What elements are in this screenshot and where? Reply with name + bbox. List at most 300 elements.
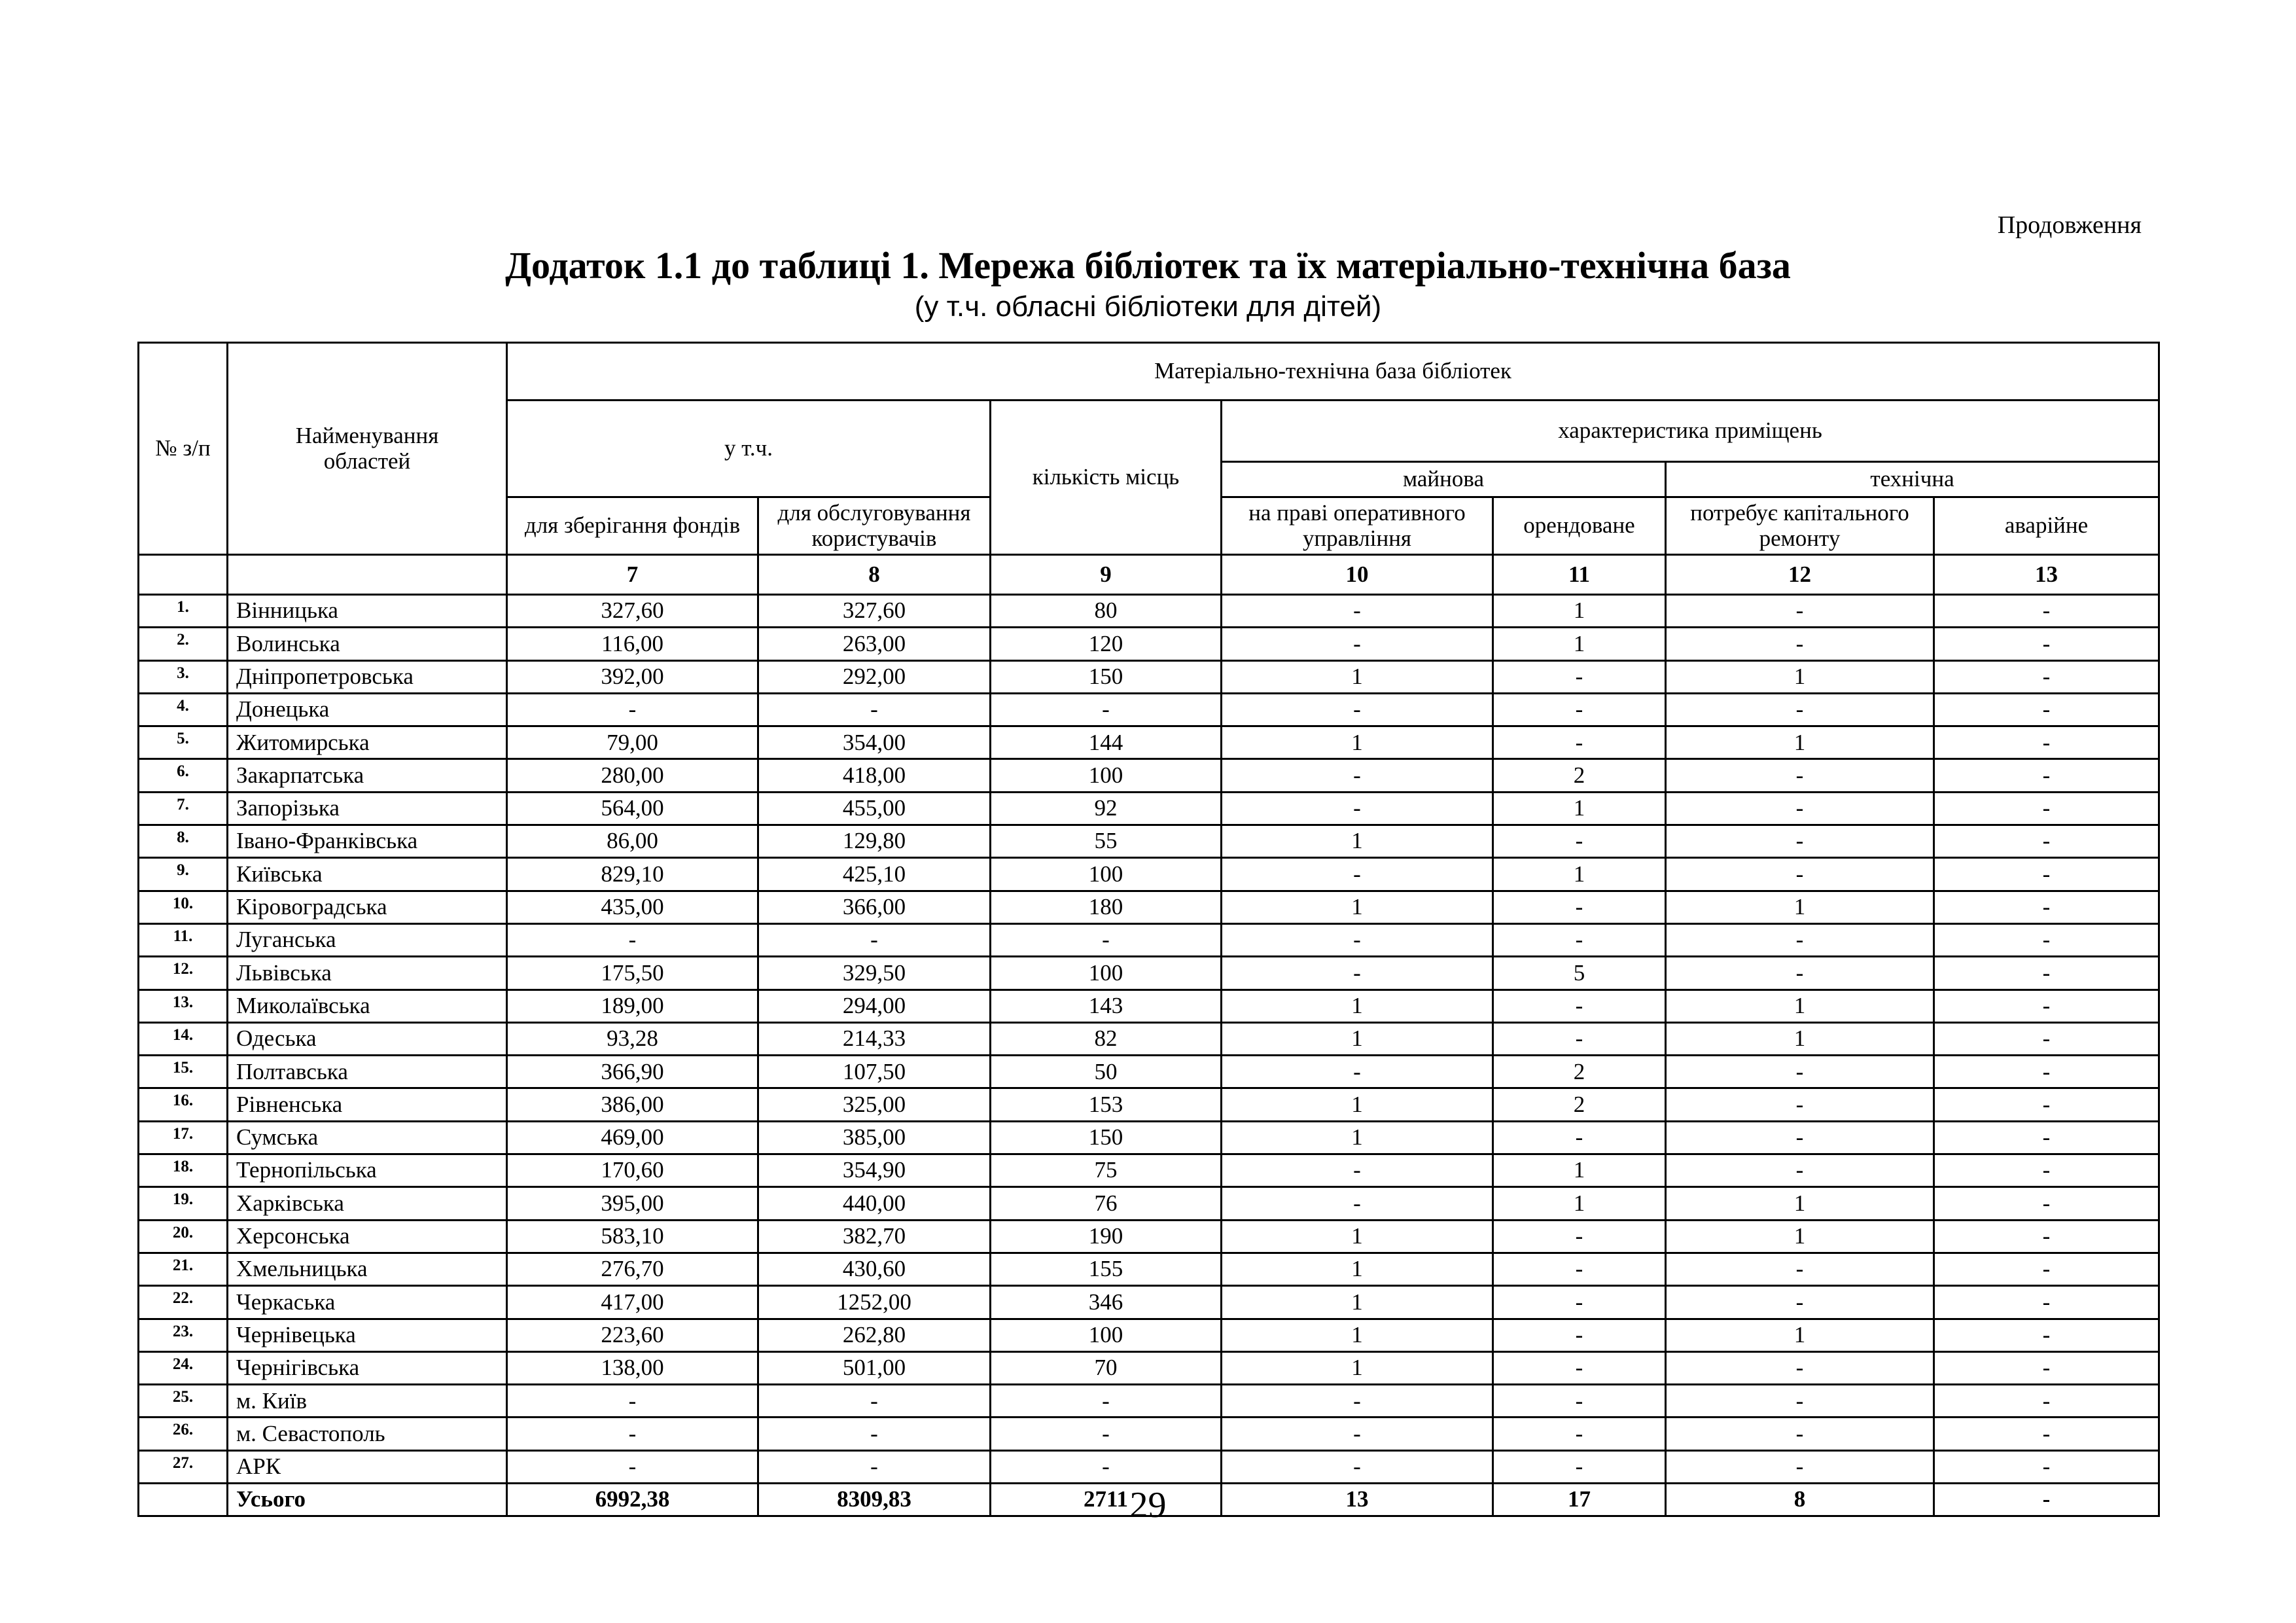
seats: 150 — [991, 1121, 1222, 1154]
needs-repair: - — [1666, 923, 1934, 956]
continuation-label: Продовження — [1997, 211, 2142, 239]
seats: 100 — [991, 1319, 1222, 1351]
region-name: Миколаївська — [228, 990, 507, 1022]
emergency: - — [1934, 595, 2159, 628]
seats: 80 — [991, 595, 1222, 628]
colnum-7: 7 — [507, 555, 758, 595]
rented: - — [1493, 1319, 1666, 1351]
row-number: 14. — [139, 1022, 228, 1055]
needs-repair: - — [1666, 1056, 1934, 1088]
emergency: - — [1934, 825, 2159, 858]
service-area: 430,60 — [758, 1253, 991, 1285]
row-number: 18. — [139, 1154, 228, 1187]
needs-repair: 1 — [1666, 1220, 1934, 1253]
row-number: 16. — [139, 1088, 228, 1121]
row-number: 9. — [139, 858, 228, 891]
needs-repair: - — [1666, 1418, 1934, 1450]
table-row — [139, 1154, 2159, 1187]
operative-management: 1 — [1222, 1286, 1493, 1319]
emergency: - — [1934, 792, 2159, 825]
header-incl: у т.ч. — [507, 401, 991, 497]
needs-repair: - — [1666, 957, 1934, 990]
needs-repair: - — [1666, 1351, 1934, 1384]
row-number: 21. — [139, 1253, 228, 1285]
operative-management: - — [1222, 628, 1493, 660]
rented: - — [1493, 726, 1666, 759]
header-region: Найменування областей — [228, 343, 507, 555]
page-subtitle: (у т.ч. обласні бібліотеки для дітей) — [914, 291, 1382, 323]
seats: 100 — [991, 858, 1222, 891]
table-row — [139, 858, 2159, 891]
service-area: 262,80 — [758, 1319, 991, 1351]
emergency: - — [1934, 891, 2159, 923]
rented: - — [1493, 1418, 1666, 1450]
colnum-blank — [139, 555, 228, 595]
needs-repair: - — [1666, 693, 1934, 726]
storage-area: 417,00 — [507, 1286, 758, 1319]
table-row — [139, 1187, 2159, 1220]
header-storage: для зберігання фондів — [507, 497, 758, 555]
seats: 143 — [991, 990, 1222, 1022]
rented: - — [1493, 693, 1666, 726]
operative-management: 1 — [1222, 1022, 1493, 1055]
storage-area: 366,90 — [507, 1056, 758, 1088]
seats: 76 — [991, 1187, 1222, 1220]
storage-area: 276,70 — [507, 1253, 758, 1285]
region-name: Тернопільська — [228, 1154, 507, 1187]
row-number: 23. — [139, 1319, 228, 1351]
row-number: 8. — [139, 825, 228, 858]
emergency: - — [1934, 1484, 2159, 1516]
table-row — [139, 628, 2159, 660]
operative-management: 1 — [1222, 891, 1493, 923]
needs-repair: 8 — [1666, 1484, 1934, 1516]
emergency: - — [1934, 726, 2159, 759]
region-name: Хмельницька — [228, 1253, 507, 1285]
colnum-9: 9 — [991, 555, 1222, 595]
region-name: Донецька — [228, 693, 507, 726]
table-row — [139, 693, 2159, 726]
storage-area: 170,60 — [507, 1154, 758, 1187]
seats: 155 — [991, 1253, 1222, 1285]
service-area: - — [758, 1418, 991, 1450]
service-area: 292,00 — [758, 660, 991, 693]
row-number: 12. — [139, 957, 228, 990]
emergency: - — [1934, 1253, 2159, 1285]
storage-area: - — [507, 693, 758, 726]
service-area: - — [758, 1385, 991, 1418]
table-row — [139, 759, 2159, 792]
emergency: - — [1934, 1385, 2159, 1418]
table-row — [139, 1319, 2159, 1351]
service-area: - — [758, 693, 991, 726]
needs-repair: 1 — [1666, 1022, 1934, 1055]
storage-area: 392,00 — [507, 660, 758, 693]
rented: - — [1493, 1253, 1666, 1285]
region-name: Сумська — [228, 1121, 507, 1154]
region-name: Закарпатська — [228, 759, 507, 792]
table-row — [139, 923, 2159, 956]
emergency: - — [1934, 660, 2159, 693]
region-name: АРК — [228, 1450, 507, 1483]
emergency: - — [1934, 1220, 2159, 1253]
needs-repair: 1 — [1666, 726, 1934, 759]
service-area: 107,50 — [758, 1056, 991, 1088]
row-number: 4. — [139, 693, 228, 726]
needs-repair: - — [1666, 792, 1934, 825]
seats: - — [991, 1450, 1222, 1483]
seats: 153 — [991, 1088, 1222, 1121]
operative-management: 1 — [1222, 1253, 1493, 1285]
seats: - — [991, 693, 1222, 726]
region-name: Луганська — [228, 923, 507, 956]
region-name: Чернівецька — [228, 1319, 507, 1351]
rented: - — [1493, 923, 1666, 956]
region-name: Черкаська — [228, 1286, 507, 1319]
operative-management: 1 — [1222, 1319, 1493, 1351]
row-number: 15. — [139, 1056, 228, 1088]
operative-management: - — [1222, 1418, 1493, 1450]
emergency: - — [1934, 1286, 2159, 1319]
region-name: Чернігівська — [228, 1351, 507, 1384]
rented: 1 — [1493, 792, 1666, 825]
needs-repair: - — [1666, 759, 1934, 792]
seats: 346 — [991, 1286, 1222, 1319]
page-number: 29 — [1129, 1485, 1167, 1525]
emergency: - — [1934, 1154, 2159, 1187]
operative-management: 1 — [1222, 1220, 1493, 1253]
header-property: майнова — [1222, 462, 1666, 497]
service-area: 455,00 — [758, 792, 991, 825]
operative-management: 1 — [1222, 660, 1493, 693]
storage-area: - — [507, 923, 758, 956]
needs-repair: - — [1666, 1385, 1934, 1418]
operative-management: 1 — [1222, 1088, 1493, 1121]
emergency: - — [1934, 1056, 2159, 1088]
row-number: 20. — [139, 1220, 228, 1253]
header-base: Матеріально-технічна база бібліотек — [507, 343, 2159, 401]
header-no: № з/п — [139, 343, 228, 555]
service-area: 501,00 — [758, 1351, 991, 1384]
service-area: - — [758, 1450, 991, 1483]
service-area: 382,70 — [758, 1220, 991, 1253]
table-row — [139, 990, 2159, 1022]
region-name: Кіровоградська — [228, 891, 507, 923]
libraries-table — [137, 342, 2160, 1517]
table-body — [139, 595, 2159, 1516]
region-name: Полтавська — [228, 1056, 507, 1088]
storage-area: 564,00 — [507, 792, 758, 825]
seats: 82 — [991, 1022, 1222, 1055]
row-number: 1. — [139, 595, 228, 628]
storage-area: 280,00 — [507, 759, 758, 792]
seats: - — [991, 923, 1222, 956]
colnum-12: 12 — [1666, 555, 1934, 595]
needs-repair: 1 — [1666, 990, 1934, 1022]
storage-area: 223,60 — [507, 1319, 758, 1351]
table-row — [139, 1450, 2159, 1483]
region-name: Львівська — [228, 957, 507, 990]
colnum-10: 10 — [1222, 555, 1493, 595]
seats: - — [991, 1418, 1222, 1450]
region-name: Харківська — [228, 1187, 507, 1220]
needs-repair: - — [1666, 1286, 1934, 1319]
row-number: 5. — [139, 726, 228, 759]
service-area: 325,00 — [758, 1088, 991, 1121]
region-name: Київська — [228, 858, 507, 891]
service-area: 385,00 — [758, 1121, 991, 1154]
table-row — [139, 825, 2159, 858]
operative-management: - — [1222, 1056, 1493, 1088]
service-area: 440,00 — [758, 1187, 991, 1220]
operative-management: 1 — [1222, 990, 1493, 1022]
row-number: 17. — [139, 1121, 228, 1154]
region-name: Дніпропетровська — [228, 660, 507, 693]
table-row — [139, 1385, 2159, 1418]
service-area: 425,10 — [758, 858, 991, 891]
seats: 70 — [991, 1351, 1222, 1384]
region-name: Одеська — [228, 1022, 507, 1055]
emergency: - — [1934, 1121, 2159, 1154]
service-area: 294,00 — [758, 990, 991, 1022]
table-row — [139, 1022, 2159, 1055]
table-row — [139, 1351, 2159, 1384]
header-premises: характеристика приміщень — [1222, 401, 2159, 462]
storage-area: - — [507, 1418, 758, 1450]
operative-management: - — [1222, 957, 1493, 990]
storage-area: 395,00 — [507, 1187, 758, 1220]
row-number: 22. — [139, 1286, 228, 1319]
table-row — [139, 726, 2159, 759]
row-number: 2. — [139, 628, 228, 660]
service-area: 354,00 — [758, 726, 991, 759]
operative-management: 1 — [1222, 726, 1493, 759]
storage-area: 469,00 — [507, 1121, 758, 1154]
needs-repair: - — [1666, 595, 1934, 628]
header-technical: технічна — [1666, 462, 2159, 497]
region-name: Запорізька — [228, 792, 507, 825]
table-row — [139, 1056, 2159, 1088]
storage-area: - — [507, 1450, 758, 1483]
emergency: - — [1934, 1351, 2159, 1384]
needs-repair: - — [1666, 1121, 1934, 1154]
rented: 2 — [1493, 1056, 1666, 1088]
region-name: Івано-Франківська — [228, 825, 507, 858]
rented: 1 — [1493, 1187, 1666, 1220]
row-number: 27. — [139, 1450, 228, 1483]
header-emergency: аварійне — [1934, 497, 2159, 555]
needs-repair: - — [1666, 1088, 1934, 1121]
storage-area: 79,00 — [507, 726, 758, 759]
rented: 1 — [1493, 858, 1666, 891]
needs-repair: 1 — [1666, 1319, 1934, 1351]
rented: 2 — [1493, 1088, 1666, 1121]
table-row — [139, 1418, 2159, 1450]
needs-repair: 1 — [1666, 1187, 1934, 1220]
rented: - — [1493, 1351, 1666, 1384]
storage-area: 829,10 — [507, 858, 758, 891]
seats: 190 — [991, 1220, 1222, 1253]
operative-management: 1 — [1222, 1121, 1493, 1154]
seats: - — [991, 1385, 1222, 1418]
table-row — [139, 660, 2159, 693]
operative-management: 1 — [1222, 825, 1493, 858]
needs-repair: - — [1666, 628, 1934, 660]
rented: - — [1493, 1220, 1666, 1253]
colnum-11: 11 — [1493, 555, 1666, 595]
rented: - — [1493, 660, 1666, 693]
service-area: 329,50 — [758, 957, 991, 990]
needs-repair: 1 — [1666, 891, 1934, 923]
rented: 1 — [1493, 595, 1666, 628]
row-number: 25. — [139, 1385, 228, 1418]
seats: 50 — [991, 1056, 1222, 1088]
operative-management: - — [1222, 693, 1493, 726]
emergency: - — [1934, 693, 2159, 726]
seats: 180 — [991, 891, 1222, 923]
storage-area: 435,00 — [507, 891, 758, 923]
page-title: Додаток 1.1 до таблиці 1. Мережа бібліотек та їх матеріально-технічна база — [505, 244, 1791, 287]
service-area: 214,33 — [758, 1022, 991, 1055]
table-row — [139, 891, 2159, 923]
emergency: - — [1934, 1418, 2159, 1450]
table-row — [139, 595, 2159, 628]
operative-management: - — [1222, 759, 1493, 792]
seats: 2711 — [991, 1484, 1222, 1516]
emergency: - — [1934, 1022, 2159, 1055]
row-number: 26. — [139, 1418, 228, 1450]
operative-management: - — [1222, 1450, 1493, 1483]
rented: 5 — [1493, 957, 1666, 990]
rented: - — [1493, 1121, 1666, 1154]
emergency: - — [1934, 923, 2159, 956]
needs-repair: - — [1666, 1154, 1934, 1187]
rented: - — [1493, 891, 1666, 923]
colnum-blank — [228, 555, 507, 595]
service-area: 1252,00 — [758, 1286, 991, 1319]
operative-management: - — [1222, 595, 1493, 628]
emergency: - — [1934, 628, 2159, 660]
operative-management: 1 — [1222, 1351, 1493, 1384]
needs-repair: - — [1666, 1253, 1934, 1285]
storage-area: 116,00 — [507, 628, 758, 660]
row-number: 11. — [139, 923, 228, 956]
service-area: 327,60 — [758, 595, 991, 628]
region-name: Вінницька — [228, 595, 507, 628]
operative-management: - — [1222, 1385, 1493, 1418]
storage-area: 175,50 — [507, 957, 758, 990]
seats: 75 — [991, 1154, 1222, 1187]
rented: - — [1493, 1450, 1666, 1483]
colnum-8: 8 — [758, 555, 991, 595]
table-row — [139, 1088, 2159, 1121]
rented: - — [1493, 1286, 1666, 1319]
header-seats: кількість місць — [991, 401, 1222, 555]
storage-area: 189,00 — [507, 990, 758, 1022]
row-number: 13. — [139, 990, 228, 1022]
storage-area: 327,60 — [507, 595, 758, 628]
region-name: Усього — [228, 1484, 507, 1516]
colnum-13: 13 — [1934, 555, 2159, 595]
service-area: 263,00 — [758, 628, 991, 660]
service-area: - — [758, 923, 991, 956]
emergency: - — [1934, 759, 2159, 792]
emergency: - — [1934, 1088, 2159, 1121]
operative-management: 13 — [1222, 1484, 1493, 1516]
storage-area: 93,28 — [507, 1022, 758, 1055]
emergency: - — [1934, 990, 2159, 1022]
emergency: - — [1934, 1319, 2159, 1351]
service-area: 354,90 — [758, 1154, 991, 1187]
rented: 2 — [1493, 759, 1666, 792]
rented: - — [1493, 1022, 1666, 1055]
seats: 150 — [991, 660, 1222, 693]
row-number: 7. — [139, 792, 228, 825]
region-name: Житомирська — [228, 726, 507, 759]
rented: 17 — [1493, 1484, 1666, 1516]
table-row — [139, 1253, 2159, 1285]
row-number: 19. — [139, 1187, 228, 1220]
needs-repair: - — [1666, 858, 1934, 891]
emergency: - — [1934, 1187, 2159, 1220]
operative-management: - — [1222, 1187, 1493, 1220]
region-name: м. Київ — [228, 1385, 507, 1418]
service-area: 418,00 — [758, 759, 991, 792]
storage-area: 138,00 — [507, 1351, 758, 1384]
service-area: 8309,83 — [758, 1484, 991, 1516]
table-row — [139, 1121, 2159, 1154]
region-name: Рівненська — [228, 1088, 507, 1121]
region-name: м. Севастополь — [228, 1418, 507, 1450]
region-name: Волинська — [228, 628, 507, 660]
row-number: 3. — [139, 660, 228, 693]
operative-management: - — [1222, 923, 1493, 956]
seats: 144 — [991, 726, 1222, 759]
row-number: 6. — [139, 759, 228, 792]
storage-area: 6992,38 — [507, 1484, 758, 1516]
table-row — [139, 792, 2159, 825]
emergency: - — [1934, 858, 2159, 891]
table-row — [139, 957, 2159, 990]
needs-repair: 1 — [1666, 660, 1934, 693]
needs-repair: - — [1666, 825, 1934, 858]
rented: - — [1493, 825, 1666, 858]
rented: - — [1493, 1385, 1666, 1418]
storage-area: - — [507, 1385, 758, 1418]
seats: 92 — [991, 792, 1222, 825]
storage-area: 386,00 — [507, 1088, 758, 1121]
row-number: 10. — [139, 891, 228, 923]
row-number: 24. — [139, 1351, 228, 1384]
header-service: для обслуговування користувачів — [758, 497, 991, 555]
seats: 100 — [991, 957, 1222, 990]
emergency: - — [1934, 1450, 2159, 1483]
region-name: Херсонська — [228, 1220, 507, 1253]
header-rented: орендоване — [1493, 497, 1666, 555]
table-row — [139, 1286, 2159, 1319]
service-area: 366,00 — [758, 891, 991, 923]
table-row — [139, 1220, 2159, 1253]
table-header — [139, 343, 2159, 595]
emergency: - — [1934, 957, 2159, 990]
operative-management: - — [1222, 858, 1493, 891]
needs-repair: - — [1666, 1450, 1934, 1483]
header-repair: потребує капітального ремонту — [1666, 497, 1934, 555]
service-area: 129,80 — [758, 825, 991, 858]
operative-management: - — [1222, 792, 1493, 825]
storage-area: 583,10 — [507, 1220, 758, 1253]
rented: 1 — [1493, 628, 1666, 660]
